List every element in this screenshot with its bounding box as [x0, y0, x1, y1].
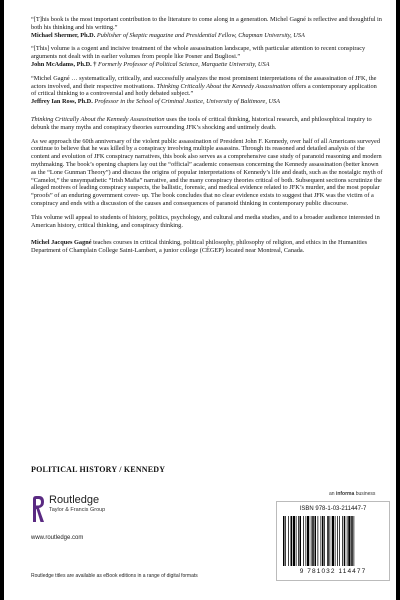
barcode-bar: [315, 516, 317, 566]
author-name: Michel Jacques Gagné: [31, 239, 92, 247]
barcode-digits: 9 781032 114477: [299, 568, 367, 575]
description-paragraph: Thinking Critically About the Kennedy Assassination uses the tools of critical thinking, historical research, and philosophical inquiry to debunk the many myths and conspiracy theories surrounding JFK’s shocking and untimely death.: [31, 115, 372, 131]
barcode-bar: [288, 516, 289, 566]
barcode-icon: [281, 516, 385, 568]
barcode-bar: [298, 516, 299, 566]
endorsement-1: [31, 16, 383, 39]
barcode-bar: [291, 516, 293, 566]
publisher-group: Taylor & Francis Group: [49, 507, 106, 513]
barcode-bar: [337, 516, 338, 566]
author-bio-text: teaches courses in critical thinking, political philosophy, philosophy of religion, and ethics in the Humanities Department of Champlain College Saint-Lambert, a junior college (CÉGEP) located near Montreal, Canada.: [31, 239, 368, 255]
barcode-bar: [296, 516, 297, 566]
isbn-barcode: [276, 501, 390, 581]
barcode-bar: [311, 516, 312, 566]
endorsement-2: [31, 45, 383, 68]
barcode-bar: [351, 516, 353, 566]
barcode-bar: [330, 516, 331, 566]
barcode-bar: [327, 516, 329, 566]
endorsement-affiliation: Publisher of Skeptic magazine and Presidential Fellow, Chapman University, USA: [96, 31, 305, 39]
barcode-bar: [322, 516, 324, 566]
endorsement-text: [31, 75, 383, 98]
text-block: [31, 16, 383, 255]
barcode-bar: [306, 516, 307, 566]
endorsement-author: Jeffrey Ian Ross, Ph.D.: [31, 98, 93, 106]
barcode-bar: [312, 516, 314, 566]
informa-business-label: an informa business: [329, 491, 376, 497]
endorsement-text: “[T]his book is the most important contribution to the literature to come along in a generation. Michel Gagné is reflective and thoughtful in both his thinking and his writing.”: [31, 16, 382, 31]
publisher-name: Routledge: [49, 494, 100, 506]
description: [31, 116, 383, 229]
subject-category: POLITICAL HISTORY / KENNEDY: [31, 465, 166, 474]
barcode-bar: [300, 516, 302, 566]
book-title-ref: Thinking Critically About the Kennedy Assassination: [156, 82, 291, 90]
description-paragraph: As we approach the 60th anniversary of the violent public assassination of President John F. Kennedy, over half of all Americans surveyed continue to believe that he was killed by a conspiracy involving multiple assassins. Through its reasoned and detailed analysis of the content and evolution of JFK conspiracy narratives, this book also serves as a comprehensive case study of paranoid reasoning and modern mythmaking. The book’s opening chapters lay out the “official” academic consensus concerning the Kennedy assassination (better known as the “Lone Gunman Theory”) and discuss the origins of popular interpretations of Kennedy’s life and death, such as the nostalgic myth of “Camelot,” the unsympathetic “Irish Mafia” narrative, and the many conspiracy theories critical of both. Subsequent sections scrutinize the alleged motives of leading conspiracy suspects, the ballistic, forensic, and medical evidence related to JFK’s murder, and the most popular “proofs” of an enduring government cover- up. The book concludes that no clear evidence exists to suggest that JFK was the victim of a conspiracy and ends with a discussion of the causes and consequences of paranoid thinking in contemporary public discourse.: [31, 137, 383, 207]
endorsement-author: John McAdams, Ph.D. †: [31, 60, 97, 68]
routledge-r-icon: [31, 496, 45, 522]
book-title-ref: Thinking Critically About the Kennedy Assassination: [31, 115, 165, 123]
endorsement-3: [31, 75, 383, 106]
description-paragraph: This volume will appeal to students of history, politics, psychology, and cultural and media studies, and to a broader audience interested in American history, critical thinking, and conspiracy thinking.: [31, 213, 380, 229]
barcode-bar: [347, 516, 348, 566]
barcode-bar: [335, 516, 336, 566]
publisher-website: www.routledge.com: [31, 535, 84, 541]
publisher-logo: [31, 494, 171, 530]
barcode-bar: [339, 516, 340, 566]
barcode-bar: [324, 516, 325, 566]
endorsement-text: “[This] volume is a cogent and incisive treatment of the whole assassination landscape, with particular attention to recent conspiracy arguments not dealt with in earlier volumes from people like Posner and Bugliosi.”: [31, 45, 366, 61]
barcode-bar: [285, 516, 286, 566]
endorsement-author: Michael Shermer, Ph.D.: [31, 31, 96, 39]
barcode-bar: [293, 516, 295, 566]
ebook-note: Routledge titles are available as eBook editions in a range of digital formats: [31, 573, 198, 579]
author-bio: [31, 239, 383, 255]
barcode-bar: [321, 516, 322, 566]
barcode-bar: [348, 516, 350, 566]
endorsement-text-part: offers a contemporary application of critical thinking to a controversial and hotly debated subject.”: [31, 82, 377, 98]
barcode-bar: [307, 516, 309, 566]
barcode-bar: [354, 516, 355, 566]
barcode-bar: [318, 516, 319, 566]
back-cover: [4, 0, 396, 600]
barcode-bar: [283, 516, 285, 566]
barcode-bar: [332, 516, 334, 566]
endorsement-affiliation: Professor in the School of Criminal Justice, University of Baltimore, USA: [94, 98, 281, 106]
barcode-bar: [303, 516, 304, 566]
barcode-bar: [344, 516, 346, 566]
informa-brand: informa: [335, 491, 355, 497]
endorsement-affiliation: Formerly Professor of Political Science, Marquette University, USA: [98, 60, 270, 68]
endorsement-text-part: “Michel Gagné … systematically, critically, and successfully analyzes the most prominent interpretations of the assassination of JFK, the actors involved, and their respective motivations.: [31, 74, 377, 90]
isbn-number: ISBN 978-1-03-211447-7: [299, 506, 367, 512]
barcode-bar: [342, 516, 343, 566]
